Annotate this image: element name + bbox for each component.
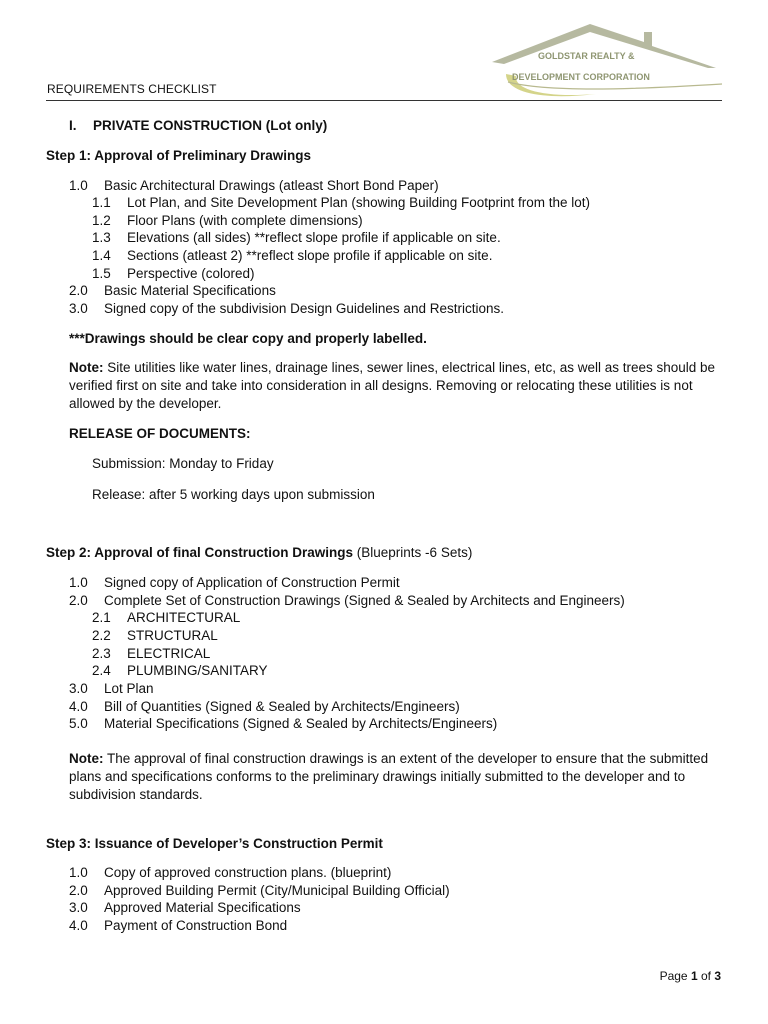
list-item: 3.0 Approved Material Specifications: [69, 900, 301, 915]
section-title-text: PRIVATE CONSTRUCTION (Lot only): [93, 118, 328, 133]
company-logo: [486, 18, 726, 102]
list-item: 2.0 Basic Material Specifications: [69, 283, 276, 298]
list-item: 4.0 Bill of Quantities (Signed & Sealed by Architects/Engineers): [69, 699, 460, 714]
drawings-emphasis-note: ***Drawings should be clear copy and properly labelled.: [69, 331, 427, 346]
list-item: 3.0 Signed copy of the subdivision Design Guidelines and Restrictions.: [69, 301, 504, 316]
step2-note: [69, 750, 719, 804]
logo-text-line2: DEVELOPMENT CORPORATION: [512, 72, 650, 82]
logo-roof-shape: [492, 24, 716, 68]
list-item: 2.0 Complete Set of Construction Drawings (Signed & Sealed by Architects and Engineers): [69, 593, 625, 608]
step1-heading: Step 1: Approval of Preliminary Drawings: [46, 148, 312, 163]
list-item: 2.4 PLUMBING/SANITARY: [92, 663, 268, 678]
list-item: 2.1 ARCHITECTURAL: [92, 610, 241, 625]
step1-note: [69, 359, 719, 413]
logo-swoosh-line: [508, 82, 722, 89]
section-title: [69, 117, 327, 134]
list-item: 1.2 Floor Plans (with complete dimensions): [92, 213, 363, 228]
section-number: I.: [69, 118, 77, 133]
list-item: 4.0 Payment of Construction Bond: [69, 918, 288, 933]
list-item: 1.3 Elevations (all sides) **reflect slope profile if applicable on site.: [92, 230, 501, 245]
logo-text-line1: GOLDSTAR REALTY &: [538, 51, 635, 61]
list-item: 1.1 Lot Plan, and Site Development Plan (showing Building Footprint from the lot): [92, 195, 591, 210]
note-label: Note:: [69, 360, 104, 375]
step2-heading: Step 2: Approval of final Construction Drawings (Blueprints -6 Sets): [46, 545, 473, 560]
page-number: Page 1 of 3: [659, 969, 721, 983]
list-item: 2.0 Approved Building Permit (City/Municipal Building Official): [69, 883, 450, 898]
note-text: Site utilities like water lines, drainage lines, sewer lines, electrical lines, etc, as well as trees should be verified first on site and take into consideration in all designs. Removing or relocating these utilities is not allowed by the developer.: [69, 360, 716, 411]
document-header-title: REQUIREMENTS CHECKLIST: [47, 82, 217, 96]
list-item: 2.2 STRUCTURAL: [92, 628, 218, 643]
release-heading: RELEASE OF DOCUMENTS:: [69, 426, 251, 441]
list-item: 3.0 Lot Plan: [69, 681, 154, 696]
step3-heading: Step 3: Issuance of Developer’s Construction Permit: [46, 836, 383, 851]
list-item: 1.0 Basic Architectural Drawings (atleast Short Bond Paper): [69, 178, 439, 193]
list-item: 1.0 Signed copy of Application of Construction Permit: [69, 575, 400, 590]
submission-text: Submission: Monday to Friday: [92, 456, 274, 471]
list-item: 2.3 ELECTRICAL: [92, 646, 211, 661]
note-text: The approval of final construction drawings is an extent of the developer to ensure that the submitted plans and specifications conforms to the preliminary drawings initially submitted to the developer and to subdivision standards.: [69, 751, 709, 802]
list-item: 1.5 Perspective (colored): [92, 266, 255, 281]
list-item: 5.0 Material Specifications (Signed & Sealed by Architects/Engineers): [69, 716, 498, 731]
list-item: 1.0 Copy of approved construction plans. (blueprint): [69, 865, 392, 880]
list-item: 1.4 Sections (atleast 2) **reflect slope profile if applicable on site.: [92, 248, 493, 263]
note-label: Note:: [69, 751, 104, 766]
release-text: Release: after 5 working days upon submission: [92, 487, 375, 502]
